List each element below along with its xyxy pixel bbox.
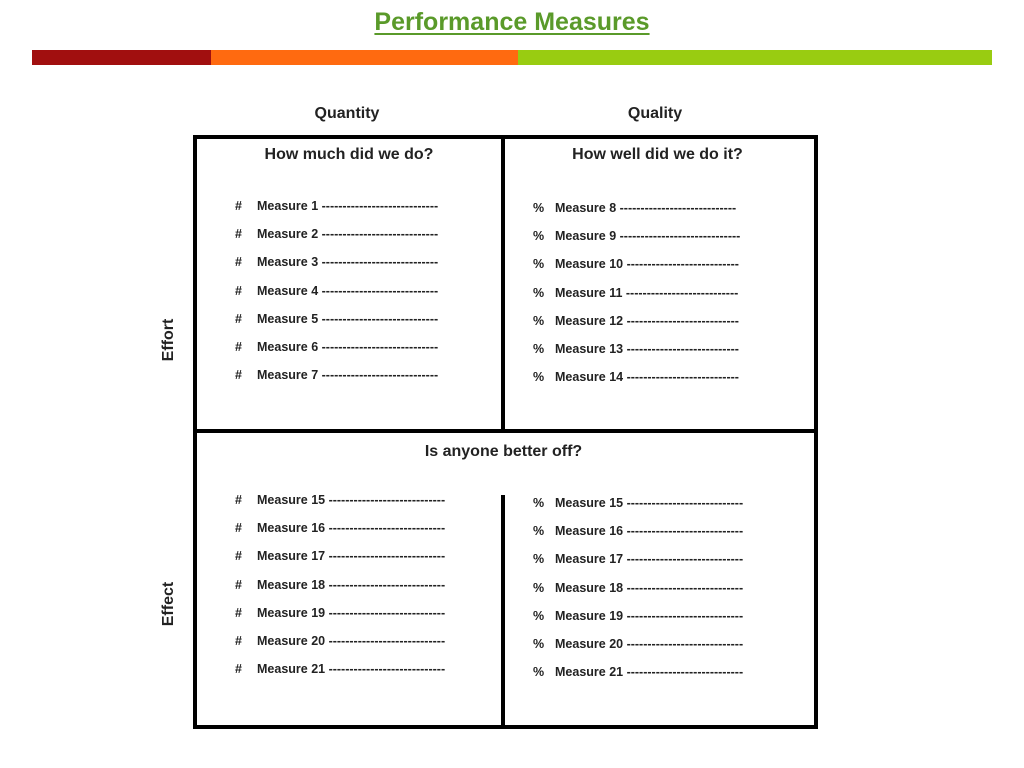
measure-item <box>533 581 743 609</box>
measure-symbol: # <box>235 255 242 270</box>
measure-text: Measure 6 ---------------------------- <box>257 339 439 354</box>
measure-text: Measure 15 ---------------------------- <box>257 493 446 507</box>
measure-item <box>533 552 743 580</box>
measure-item <box>235 549 445 577</box>
measure-text: Measure 4 ---------------------------- <box>257 283 439 298</box>
measure-text: Measure 11 --------------------------- <box>555 285 739 300</box>
row-header-effort: Effort <box>160 318 177 362</box>
color-bar-segment-red <box>32 50 211 65</box>
measure-item <box>533 637 743 665</box>
measure-symbol: % <box>533 341 545 356</box>
measure-text: Measure 14 --------------------------- <box>555 370 739 385</box>
measure-symbol: # <box>235 311 242 326</box>
measure-symbol: # <box>235 577 242 592</box>
measure-list-bottom-left <box>235 493 445 690</box>
measure-text: Measure 2 ---------------------------- <box>257 227 439 242</box>
measure-item <box>533 665 743 693</box>
measure-text: Measure 19 ---------------------------- <box>257 605 446 620</box>
measure-symbol: % <box>533 285 545 300</box>
measure-symbol: # <box>235 521 242 536</box>
color-bar-segment-green <box>518 50 992 65</box>
measure-text: Measure 3 ---------------------------- <box>257 255 439 270</box>
measure-symbol: # <box>235 339 242 354</box>
measure-symbol: # <box>235 605 242 620</box>
measure-symbol: # <box>235 227 242 242</box>
measure-symbol: # <box>235 493 242 507</box>
column-header-quality: Quality <box>627 105 683 122</box>
measure-text: Measure 20 ---------------------------- <box>257 633 446 648</box>
page-title: Performance Measures <box>374 8 650 36</box>
vertical-divider-bottom <box>501 495 505 725</box>
measure-item <box>235 662 445 690</box>
measure-item <box>235 578 445 606</box>
measure-symbol: % <box>533 201 545 215</box>
vertical-divider-top <box>501 135 505 431</box>
measure-text: Measure 21 ---------------------------- <box>257 662 446 677</box>
measure-text: Measure 20 ---------------------------- <box>555 636 744 651</box>
measure-item <box>533 257 740 285</box>
measure-item <box>235 199 438 227</box>
measure-list-top-right <box>533 201 740 398</box>
measure-symbol: # <box>235 368 242 383</box>
measure-text: Measure 1 ---------------------------- <box>257 199 439 213</box>
measure-symbol: % <box>533 665 545 680</box>
measure-text: Measure 5 ---------------------------- <box>257 311 439 326</box>
measure-item <box>235 255 438 283</box>
measure-item <box>235 227 438 255</box>
measure-text: Measure 17 ---------------------------- <box>555 552 744 567</box>
measure-item <box>235 606 445 634</box>
measure-text: Measure 13 --------------------------- <box>555 341 739 356</box>
title-color-bar <box>32 50 992 65</box>
measure-text: Measure 10 --------------------------- <box>555 257 739 272</box>
color-bar-segment-orange <box>211 50 518 65</box>
measure-symbol: # <box>235 633 242 648</box>
measure-symbol: % <box>533 524 545 539</box>
measure-symbol: # <box>235 549 242 564</box>
measure-symbol: % <box>533 313 545 328</box>
measure-symbol: # <box>235 199 242 213</box>
measure-text: Measure 17 ---------------------------- <box>257 549 446 564</box>
measure-text: Measure 16 ---------------------------- <box>257 521 446 536</box>
measure-text: Measure 8 ---------------------------- <box>555 201 737 215</box>
measure-symbol: % <box>533 552 545 567</box>
measure-symbol: % <box>533 229 545 244</box>
measure-item <box>235 521 445 549</box>
measure-item <box>235 284 438 312</box>
measure-item <box>235 312 438 340</box>
measure-text: Measure 18 ---------------------------- <box>257 577 446 592</box>
measure-text: Measure 7 ---------------------------- <box>257 368 439 383</box>
quadrant-title-how-much: How much did we do? <box>264 146 434 163</box>
measure-text: Measure 19 ---------------------------- <box>555 608 744 623</box>
measure-symbol: % <box>533 580 545 595</box>
measure-item <box>235 493 445 521</box>
measure-symbol: # <box>235 283 242 298</box>
measure-symbol: % <box>533 496 545 510</box>
measure-item <box>533 314 740 342</box>
row-header-effect: Effect <box>160 581 177 627</box>
measure-symbol: % <box>533 608 545 623</box>
measure-text: Measure 9 ----------------------------- <box>555 229 741 244</box>
measure-text: Measure 21 ---------------------------- <box>555 665 744 680</box>
measure-item <box>533 229 740 257</box>
quadrant-title-how-well: How well did we do it? <box>572 146 743 163</box>
measure-list-bottom-right <box>533 496 743 693</box>
measure-item <box>533 342 740 370</box>
measure-symbol: % <box>533 636 545 651</box>
measure-item <box>235 634 445 662</box>
measure-symbol: # <box>235 662 242 677</box>
measure-text: Measure 16 ---------------------------- <box>555 524 744 539</box>
measure-item <box>533 201 740 229</box>
quadrant-title-better-off: Is anyone better off? <box>424 443 583 460</box>
measure-item <box>533 496 743 524</box>
horizontal-divider <box>193 429 818 433</box>
measure-item <box>235 340 438 368</box>
measure-item <box>533 609 743 637</box>
measure-item <box>533 286 740 314</box>
measure-symbol: % <box>533 257 545 272</box>
measure-list-top-left <box>235 199 438 396</box>
measure-symbol: % <box>533 370 545 385</box>
column-header-quantity: Quantity <box>314 105 380 122</box>
measure-text: Measure 15 ---------------------------- <box>555 496 744 510</box>
measure-item <box>235 368 438 396</box>
measure-item <box>533 370 740 398</box>
measure-item <box>533 524 743 552</box>
measure-text: Measure 18 ---------------------------- <box>555 580 744 595</box>
measure-text: Measure 12 --------------------------- <box>555 313 739 328</box>
